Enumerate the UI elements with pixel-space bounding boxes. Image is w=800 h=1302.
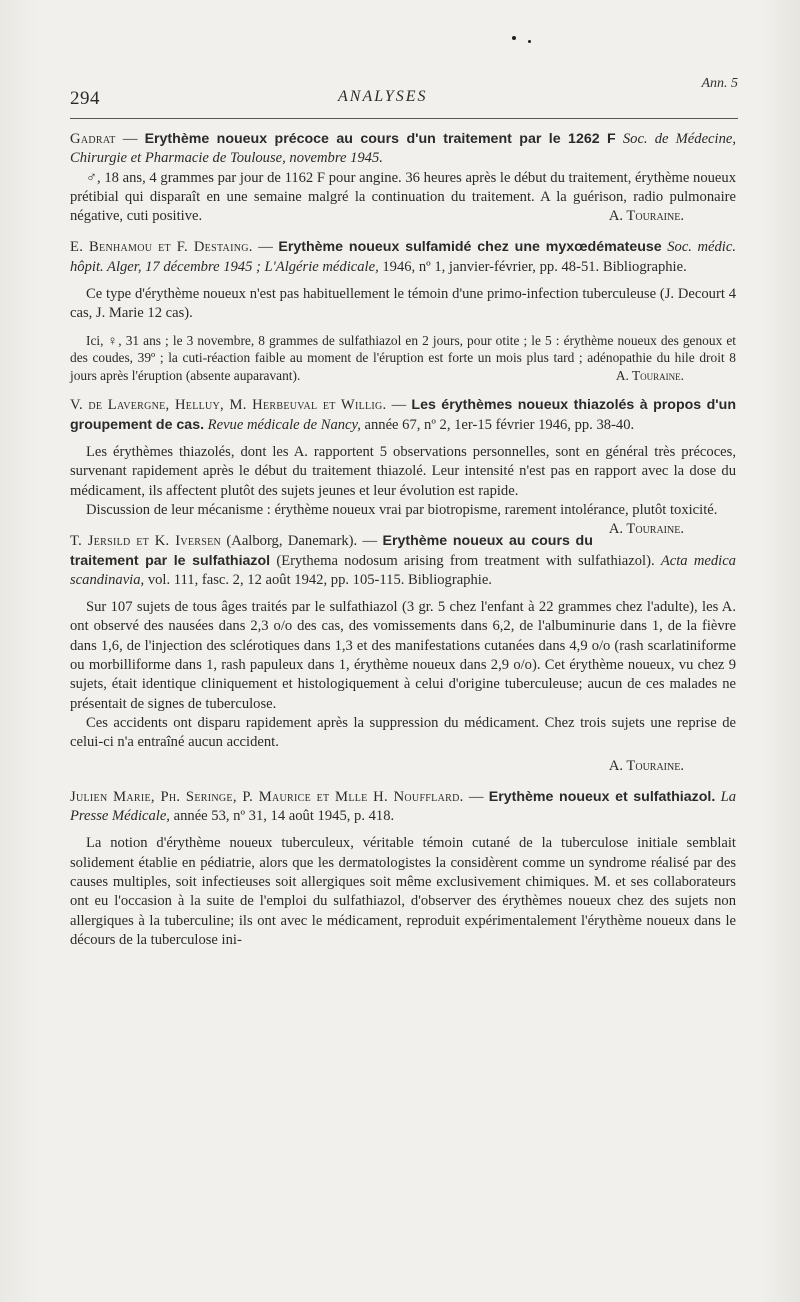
source-details: 1946, nº 1, janvier-février, pp. 48-51. Bibliographie.	[378, 258, 687, 275]
source-details: vol. 111, fasc. 2, 12 août 1942, pp. 105-115. Bibliographie.	[144, 571, 492, 588]
case-note	[70, 332, 736, 385]
case-note-text: Ici, ♀, 31 ans ; le 3 novembre, 8 grammes de sulfathiazol en 2 jours, pour otite ; le 5 : érythème noueux des genoux et des coudes, 39º ; la cuti-réaction faible au moment de l'éruption est forte un mois plus tard ; adénopathie du hile droit 8 jours après l'éruption (absente auparavant).	[70, 332, 736, 383]
journal-source: Revue médicale de Nancy,	[204, 416, 361, 433]
signature: A. Touraine.	[608, 757, 684, 774]
handwritten-annotation: Ann. 5	[701, 76, 738, 91]
page-header	[70, 88, 738, 118]
article-title: Erythème noueux au cours du traitement par le sulfathiazol	[70, 533, 593, 569]
source-details: année 67, nº 2, 1er-15 février 1946, pp. 38-40.	[360, 416, 635, 433]
running-title: ANALYSES	[338, 88, 428, 105]
authors: T. Jersild et K. Iversen	[70, 533, 222, 550]
signature: A. Touraine.	[608, 521, 684, 538]
article-title: Les érythèmes noueux thiazolés à propos d'un groupement de cas.	[70, 397, 736, 433]
header-rule	[70, 118, 738, 119]
authors: Gadrat	[70, 131, 116, 147]
source-details: année 53, nº 31, 14 août 1945, p. 418.	[169, 808, 395, 825]
abstract-paragraph: La notion d'érythème noueux tuberculeux, véritable témoin cutané de la tuberculose initiale semblait solidement établie en pédiatrie, alors que les dermatologistes la considèrent comme un syndrome réalisé par des causes multiples, soit infectieuses soit allergiques soit même exclusivement chimiques. M. et ses collaborateurs ont eu l'occasion à la suite de l'emploi du sulfathiazol, d'observer des érythèmes noueux chez des sujets non allergiques à la tuberculine; ils ont avec le médicament, reproduit expérimentalement l'érythème noueux dans le décours de la tuberculose ini-	[70, 835, 736, 948]
abstract-paragraph	[70, 501, 736, 538]
journal-source: La Presse Médicale,	[70, 788, 737, 825]
abstract-entry	[70, 238, 736, 384]
citation	[70, 130, 736, 169]
authors: V. de Lavergne, Helluy, M. Herbeuval et Willig.	[70, 397, 387, 414]
citation	[70, 238, 736, 277]
page-content	[70, 130, 736, 962]
journal-source: Soc. médic. hôpit. Alger, 17 décembre 1945 ; L'Algérie médicale,	[70, 239, 736, 275]
journal-source: Soc. de Médecine, Chirurgie et Pharmacie de Toulouse, novembre 1945.	[70, 131, 736, 167]
article-title: Erythème noueux et sulfathiazol.	[488, 788, 716, 805]
citation	[70, 532, 736, 590]
abstract-paragraph: Les érythèmes thiazolés, dont les A. rapportent 5 observations personnelles, sont en général très précoces, survenant rapidement après le début du traitement thiazolé. Leur intensité n'est pas en rapport avec la dose du médicament, ils affectent plutôt des sujets jeunes et leur évolution est rapide.	[70, 444, 736, 499]
journal-source: Acta medica scandinavia,	[70, 552, 736, 588]
article-title: Erythème noueux précoce au cours d'un traitement par le 1262 F	[144, 131, 616, 147]
separator: —	[463, 788, 489, 805]
authors: Julien Marie, Ph. Seringe, P. Maurice et Mlle H. Noufflard.	[70, 788, 464, 805]
signature: A. Touraine.	[608, 208, 684, 225]
abstract-entry	[70, 788, 736, 950]
abstract-entry	[70, 532, 736, 776]
paragraph-text: Discussion de leur mécanisme : érythème noueux vrai par biotropisme, rarement intolérance, plutôt toxicité.	[86, 501, 718, 518]
separator: —	[252, 239, 279, 256]
separator: —	[357, 533, 383, 550]
abstract-paragraph: Sur 107 sujets de tous âges traités par le sulfathiazol (3 gr. 5 chez l'enfant à 22 grammes chez l'adulte), les A. ont observé des nausées dans 2,3 o/o des cas, des vomissements dans 6,2, de l'albuminurie dans 1, de la fièvre dans 1,6, de l'injection des sclérotiques dans 1,3 et des manifestations cutanées dans 4,9 o/o (rash scarlatiniforme ou morbilliforme dans 1, rash papuleux dans 1, érythème noueux dans 2,9 o/o). Cet érythème noueux, vu chez 9 sujets, était identique cliniquement et histologiquement à celui d'origine tuberculeuse; aucun de ces malades ne présentait de signes de tuberculose.	[70, 599, 736, 712]
author-affiliation: (Aalborg, Danemark).	[221, 533, 358, 550]
separator: —	[386, 397, 412, 414]
abstract-paragraph: Ce type d'érythème noueux n'est pas habituellement le témoin d'une primo-infection tuberculeuse (J. Decourt 4 cas, J. Marie 12 cas).	[70, 286, 736, 322]
paragraph-text: ♂, 18 ans, 4 grammes par jour de 1162 F pour angine. 36 heures après le début du traitement, érythème noueux prétibial qui disparaît en une semaine malgré la continuation du traitement. A la guérison, radio pulmonaire négative, cuti positive.	[70, 169, 736, 225]
page-number: 294	[70, 88, 100, 109]
citation	[70, 788, 736, 827]
abstract-paragraph	[70, 169, 736, 227]
english-title: (Erythema nodosum arising from treatment with sulfathiazol).	[270, 552, 661, 569]
speck-mark	[512, 36, 516, 40]
authors: E. Benhamou et F. Destaing.	[70, 239, 253, 256]
speck-mark	[528, 40, 531, 43]
abstract-entry	[70, 396, 736, 538]
abstract-paragraph: Ces accidents ont disparu rapidement après la suppression du médicament. Chez trois sujets une reprise de celui-ci n'a entraîné aucun accident.	[70, 714, 736, 751]
abstract-entry	[70, 130, 736, 226]
separator: —	[115, 131, 145, 147]
article-title: Erythème noueux sulfamidé chez une myxœdémateuse	[278, 239, 662, 256]
signature: A. Touraine.	[615, 367, 684, 383]
citation	[70, 396, 736, 435]
